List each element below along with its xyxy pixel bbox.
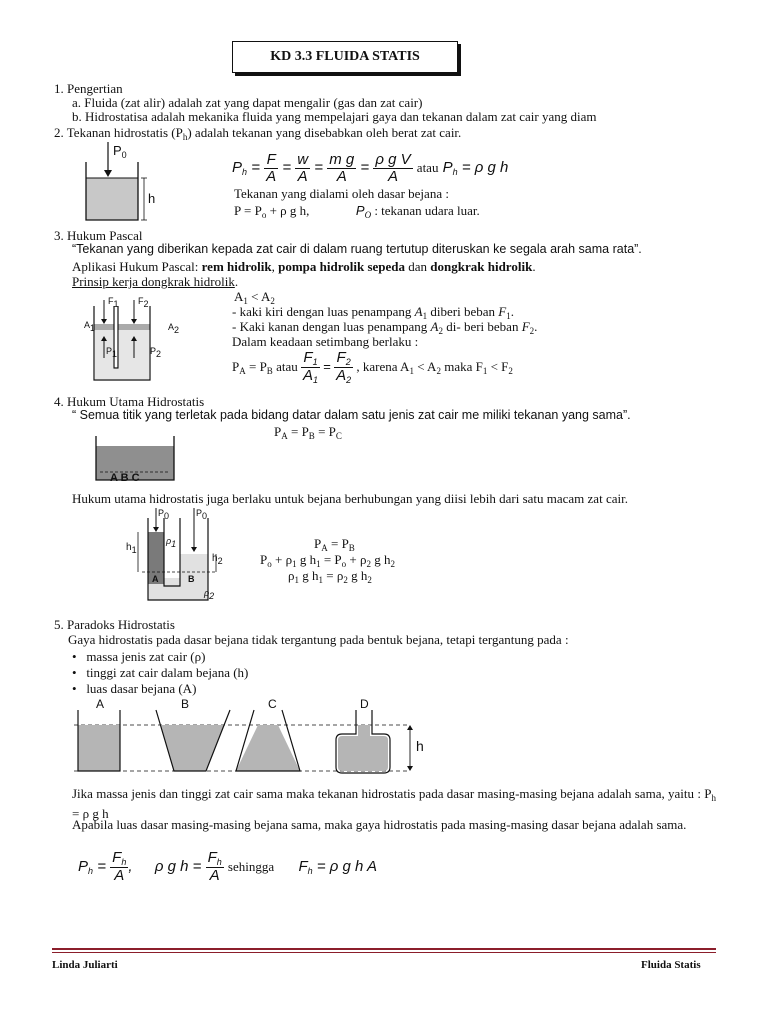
fig-p0-left-label: P0 (158, 508, 170, 521)
fig-p0-label: $P_0$ (113, 143, 127, 160)
fig-abc-labels: A B C (110, 472, 140, 484)
hydraulic-jack-principle: Prinsip kerja dongkrak hidrolik. (72, 274, 239, 289)
footer-rule (52, 948, 716, 950)
title-box (232, 41, 458, 73)
base-pressure-caption: Tekanan yang dialami oleh dasar bejana : (234, 186, 449, 201)
total-pressure-equation: $P = P_o + \rho$ g h, $P_O$ : tekanan udara luar. (234, 203, 480, 220)
pascal-equation: $P_A = P_B$ atau $\frac{F_1}{A_1}$ = $\frac{F_2}{A_2}$ , karena $A_1 < A_2$ maka $F_1 < F_2$ (232, 349, 513, 386)
hydrostatic-para: Hukum utama hidrostatis juga berlaku untuk bejana berhubungan yang diisi lebih dari satu macam zat cair. (72, 491, 628, 506)
section-3-heading: 3. Hukum Pascal (54, 228, 143, 243)
section-1-item-a: a. Fluida (zat alir) adalah zat yang dapat mengalir (gas dan zat cair) (72, 95, 423, 110)
section-4-heading: 4. Hukum Utama Hidrostatis (54, 394, 205, 409)
paradox-intro: Gaya hidrostatis pada dasar bejana tidak tergantung pada bentuk bejana, tetapi tergantung pada : (68, 632, 569, 647)
paradox-bullet-3: • luas dasar bejana (A) (72, 681, 197, 696)
vessel-c-label: C (268, 697, 277, 711)
footer-topic: Fluida Statis (641, 959, 701, 971)
section-1-item-b: b. Hidrostatisa adalah mekanika fluida yang mempelajari gaya dan tekanan dalam zat cair yang diam (72, 109, 597, 124)
four-vessels-figure (74, 700, 444, 780)
vessel-a-label: A (96, 697, 105, 711)
u-tube-eq-2: $P_o + \rho_1$ g $h_1 = P_o + \rho_2$ g $h_2$ (260, 552, 395, 569)
vessel-h-label: h (416, 738, 424, 754)
equal-pressure-equation: $P_A = P_B = P_C$ (274, 424, 342, 441)
u-tube-eq-1: $P_A = P_B$ (314, 536, 355, 553)
area-comparison: $A_1 < A_2$ (234, 289, 275, 306)
fig-p2-label: P2 (150, 346, 162, 359)
footer-author: Linda Juliarti (52, 959, 118, 971)
fig-p1-label: P1 (106, 346, 118, 359)
section-2-heading: 2. Tekanan hidrostatis $(P_h)$ adalah tekanan yang disebabkan oleh berat zat cair. (54, 125, 462, 142)
vessel-b-label: B (181, 697, 190, 711)
pascal-applications: Aplikasi Hukum Pascal: rem hidrolik, pompa hidrolik sepeda dan dongkrak hidrolik. (72, 259, 536, 274)
fig-a2-label: A2 (168, 322, 180, 335)
fig-h1-label: h1 (126, 542, 137, 555)
section-1-heading: 1. Pengertian (54, 81, 123, 96)
section-5-heading: 5. Paradoks Hidrostatis (54, 617, 175, 632)
paradox-para-1: Jika massa jenis dan tinggi zat cair sama maka tekanan hidrostatis pada dasar masing-masing bejana adalah sama, yaitu : $P_h = \rho$ g h (72, 786, 716, 821)
hydrostatic-pressure-equation: $P_h$ = $\frac{F}{A}$ = $\frac{w}{A}$ = $\frac{\text{m g}}{A}$ = $\frac{\text{ρ g V}}{A}$ atau $P_h = \rho$ g h (232, 151, 509, 185)
fig-h-label: h (148, 191, 156, 206)
hydrostatic-law-quote: “ Semua titik yang terletak pada bidang datar dalam satu jenis zat cair me miliki tekanan yang sama”. (72, 408, 631, 422)
paradox-equation: $P_h$ = $\frac{F_h}{A}$ , ρ g h = $\frac{F_h}{A}$ sehingga $F_h = \rho$ g h A (78, 849, 377, 885)
fig-h2-label: h2 (212, 553, 223, 566)
left-leg-description: - kaki kiri dengan luas penampang $A_1$ diberi beban $F_1$. (232, 304, 514, 321)
fig-a1-label: A1 (84, 320, 96, 333)
fig-rho1-label: ρ1 (166, 536, 177, 549)
right-leg-description: - Kaki kanan dengan luas penampang $A_2$ di- beri beban $F_2$. (232, 319, 538, 336)
equilibrium-caption: Dalam keadaan setimbang berlaku : (232, 334, 419, 349)
paradox-para-2: Apabila luas dasar masing-masing bejana sama, maka gaya hidrostatis pada masing-masing dasar bejana adalah sama. (72, 817, 687, 832)
paradox-bullet-2: • tinggi zat cair dalam bejana (h) (72, 665, 249, 680)
fig-point-b-label: B (188, 574, 195, 584)
fig-p0-right-label: P0 (196, 508, 208, 521)
footer-rule-thin (52, 952, 716, 953)
pascal-law-quote: “Tekanan yang diberikan kepada zat cair di dalam ruang tertutup diteruskan ke segala arah sama rata”. (72, 242, 642, 256)
fig-point-a-label: A (152, 574, 159, 584)
vessel-d-label: D (360, 697, 369, 711)
hydraulic-jack-figure (82, 296, 182, 388)
fig-rho2-label: ρ2 (204, 588, 215, 601)
page-title: KD 3.3 FLUIDA STATIS (270, 49, 420, 64)
fig-f2-label: F2 (138, 296, 149, 309)
paradox-bullet-1: • massa jenis zat cair (ρ) (72, 649, 206, 664)
u-tube-eq-3: $\rho_1$ g $h_1 = \rho_2$ g $h_2$ (288, 568, 372, 585)
fig-f1-label: F1 (108, 296, 119, 309)
